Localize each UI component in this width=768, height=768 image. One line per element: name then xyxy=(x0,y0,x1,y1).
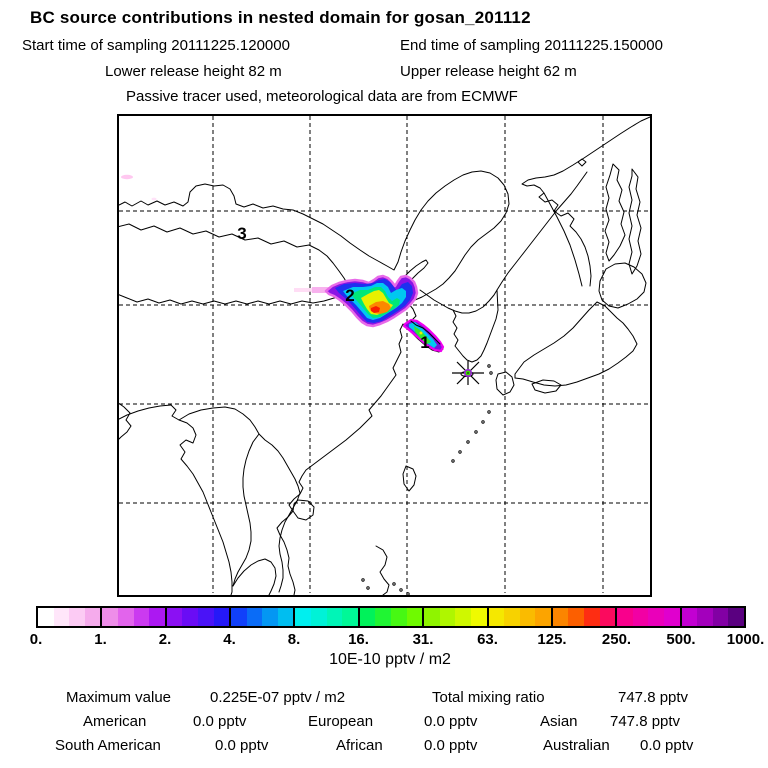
colorbar-tick-4: 4. xyxy=(223,631,236,648)
colorbar-cell xyxy=(231,608,247,626)
end-time-text: End time of sampling 20111225.150000 xyxy=(400,37,663,54)
colorbar-cell xyxy=(342,608,358,626)
colorbar-cell xyxy=(440,608,456,626)
region-label-1: 1 xyxy=(420,333,430,352)
colorbar-segment-8 xyxy=(551,608,615,626)
region-samerican-value: 0.0 pptv xyxy=(215,737,269,754)
colorbar-cell xyxy=(633,608,649,626)
region-australian-label: Australian xyxy=(543,737,610,754)
tracer-note-text: Passive tracer used, meteorological data are from ECMWF xyxy=(126,88,518,105)
colorbar-cell xyxy=(504,608,520,626)
upper-release-text: Upper release height 62 m xyxy=(400,63,577,80)
colorbar-cell xyxy=(311,608,327,626)
colorbar-segment-9 xyxy=(615,608,679,626)
colorbar-tick-0: 0. xyxy=(29,631,43,648)
colorbar-tick-1000: 1000. xyxy=(726,631,765,648)
region-asian-value: 747.8 pptv xyxy=(610,713,681,730)
colorbar-cell xyxy=(375,608,391,626)
colorbar-cell xyxy=(424,608,440,626)
colorbar-cell xyxy=(600,608,616,626)
region-european-value: 0.0 pptv xyxy=(424,713,478,730)
colorbar-cell xyxy=(69,608,85,626)
colorbar-cell xyxy=(134,608,150,626)
colorbar-tick-500: 500. xyxy=(666,631,696,648)
colorbar-cell xyxy=(584,608,600,626)
colorbar-cell xyxy=(682,608,698,626)
colorbar-segment-1 xyxy=(100,608,164,626)
region-asian-label: Asian xyxy=(540,713,578,730)
receptor-star xyxy=(452,361,484,385)
colorbar-tick-63: 63. xyxy=(477,631,498,648)
colorbar-cell xyxy=(102,608,118,626)
plume-main xyxy=(294,276,417,326)
colorbar-segment-4 xyxy=(293,608,357,626)
colorbar-cell xyxy=(553,608,569,626)
colorbar-cell xyxy=(182,608,198,626)
colorbar-cell xyxy=(85,608,101,626)
coastlines xyxy=(117,117,650,595)
colorbar-cell xyxy=(535,608,551,626)
total-ratio-value: 747.8 pptv xyxy=(618,689,689,706)
colorbar-segment-5 xyxy=(358,608,422,626)
lower-release-text: Lower release height 82 m xyxy=(105,63,282,80)
colorbar-tick-125: 125. xyxy=(537,631,567,648)
colorbar-cell xyxy=(471,608,487,626)
map-svg xyxy=(117,114,652,597)
map-panel xyxy=(117,114,652,597)
colorbar-cell xyxy=(455,608,471,626)
region-label-3: 3 xyxy=(237,224,247,243)
region-label-2: 2 xyxy=(345,286,355,305)
colorbar-cell xyxy=(520,608,536,626)
max-value: 0.225E-07 pptv / m2 xyxy=(210,689,346,706)
colorbar-cell xyxy=(38,608,54,626)
colorbar-cell xyxy=(295,608,311,626)
colorbar-tick-16: 16. xyxy=(348,631,369,648)
colorbar-cell xyxy=(664,608,680,626)
region-african-label: African xyxy=(336,737,383,754)
region-australian-value: 0.0 pptv xyxy=(640,737,694,754)
colorbar-tick-8: 8. xyxy=(287,631,301,648)
colorbar-cell xyxy=(214,608,230,626)
colorbar-cell xyxy=(118,608,134,626)
region-african-value: 0.0 pptv xyxy=(424,737,478,754)
colorbar-unit-label: 10E-10 pptv / m2 xyxy=(329,651,451,668)
colorbar-segment-6 xyxy=(422,608,486,626)
colorbar-segment-3 xyxy=(229,608,293,626)
start-time-text: Start time of sampling 20111225.120000 xyxy=(22,37,290,54)
colorbar-segment-10 xyxy=(680,608,744,626)
colorbar-tick-31: 31. xyxy=(412,631,434,648)
colorbar-cell xyxy=(489,608,505,626)
colorbar-segment-2 xyxy=(165,608,229,626)
region-american-value: 0.0 pptv xyxy=(193,713,247,730)
colorbar-cell xyxy=(568,608,584,626)
graticule-gridlines xyxy=(119,116,648,593)
colorbar-cell xyxy=(391,608,407,626)
colorbar-cell xyxy=(697,608,713,626)
colorbar xyxy=(36,606,746,628)
colorbar-segment-0 xyxy=(38,608,100,626)
colorbar-cell xyxy=(360,608,376,626)
colorbar-cell xyxy=(713,608,729,626)
colorbar-tick-250: 250. xyxy=(601,631,632,648)
colorbar-cell xyxy=(648,608,664,626)
page-title: BC source contributions in nested domain for gosan_201112 xyxy=(30,8,531,27)
total-ratio-label: Total mixing ratio xyxy=(432,689,545,706)
colorbar-cell xyxy=(167,608,183,626)
region-samerican-label: South American xyxy=(55,737,161,754)
region-european-label: European xyxy=(308,713,374,730)
colorbar-cell xyxy=(198,608,214,626)
colorbar-tick-2: 2. xyxy=(158,631,172,648)
max-value-label: Maximum value xyxy=(66,689,172,706)
colorbar-cell xyxy=(617,608,633,626)
map-frame xyxy=(118,115,651,596)
region-american-label: American xyxy=(83,713,147,730)
colorbar-cell xyxy=(54,608,70,626)
colorbar-cell xyxy=(247,608,263,626)
colorbar-cell xyxy=(278,608,294,626)
faint-plume-smudge xyxy=(121,175,157,201)
colorbar-cell xyxy=(407,608,423,626)
colorbar-segment-7 xyxy=(487,608,551,626)
colorbar-cell xyxy=(728,608,744,626)
colorbar-cell xyxy=(327,608,343,626)
colorbar-cell xyxy=(149,608,165,626)
colorbar-cell xyxy=(262,608,278,626)
colorbar-tick-1: 1. xyxy=(94,631,107,648)
